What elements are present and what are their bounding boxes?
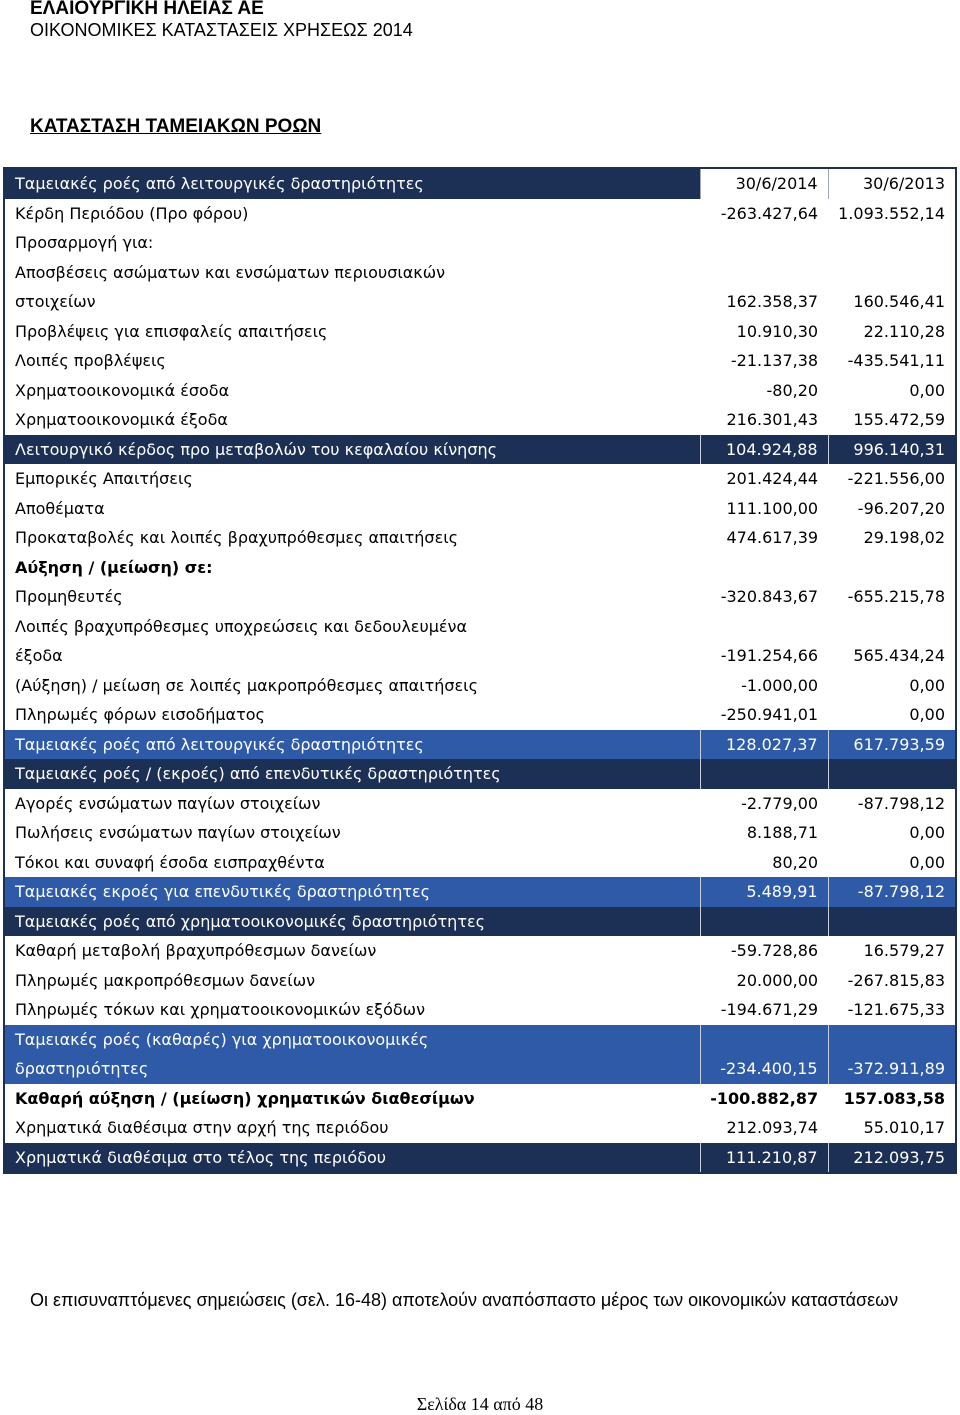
row-value-2013: 0,00 (909, 705, 945, 725)
row-value-2014: 128.027,37 (700, 730, 828, 760)
row-value-2013 (828, 258, 956, 288)
row-value-2013 (828, 907, 956, 937)
row-value-2014: 8.188,71 (746, 823, 819, 843)
table-row (4, 671, 956, 701)
row-label: Προκαταβολές και λοιπές βραχυπρόθεσμες απαιτήσεις (15, 528, 459, 548)
row-value-2014: 80,20 (772, 852, 819, 872)
row-value-2013: 1.093.552,14 (838, 203, 945, 223)
document-subtitle: ΟΙΚΟΝΟΜΙΚΕΣ ΚΑΤΑΣΤΑΣΕΙΣ ΧΡΗΣΕΩΣ 2014 (30, 20, 413, 40)
row-label: (Αύξηση) / μείωση σε λοιπές μακροπρόθεσμες απαιτήσεις (15, 675, 478, 695)
section-header-investing (4, 759, 956, 789)
table-row (4, 317, 956, 347)
table-row (4, 641, 956, 671)
total-row-operating-cash-flow (4, 730, 956, 760)
table-row (4, 789, 956, 819)
row-value-2014: 104.924,88 (700, 435, 828, 465)
row-value-2013: 157.083,58 (843, 1088, 945, 1108)
cash-flow-table (3, 167, 957, 1174)
header-col-2014: 30/6/2014 (700, 168, 828, 199)
row-label: Πληρωμές τόκων και χρηματοοικονομικών εξόδων (15, 1000, 426, 1020)
row-value-2014: -320.843,67 (720, 587, 819, 607)
table-header-row (4, 168, 956, 199)
row-label: Πωλήσεις ενσώματων παγίων στοιχείων (15, 823, 341, 843)
row-value-2014 (700, 759, 828, 789)
row-value-2014: 201.424,44 (726, 469, 819, 489)
table-row (4, 405, 956, 435)
row-value-2013: 0,00 (909, 823, 945, 843)
row-label: Προβλέψεις για επισφαλείς απαιτήσεις (15, 321, 328, 341)
table-row (4, 848, 956, 878)
row-value-2013: 55.010,17 (863, 1118, 945, 1138)
row-value-2014 (700, 228, 828, 258)
row-value-2013: -121.675,33 (847, 1000, 945, 1020)
row-label: Καθαρή αύξηση / (μείωση) χρηματικών διαθεσίμων (15, 1088, 475, 1108)
row-value-2013: -267.815,83 (847, 970, 945, 990)
subtotal-row-operating-profit (4, 435, 956, 465)
table-row (4, 199, 956, 229)
row-value-2014 (700, 553, 828, 583)
table-row (4, 523, 956, 553)
row-value-2014: -100.882,87 (710, 1088, 819, 1108)
table-row (4, 1113, 956, 1143)
table-row (4, 582, 956, 612)
table-row (4, 700, 956, 730)
row-value-2013: 155.472,59 (853, 410, 945, 430)
row-value-2013: 0,00 (909, 380, 945, 400)
row-value-2014 (700, 258, 828, 288)
table-row (4, 258, 956, 288)
table-row (4, 228, 956, 258)
total-row-financing-cash-flow (4, 1054, 956, 1084)
row-label: Ταμειακές εκροές για επενδυτικές δραστηριότητες (4, 877, 700, 907)
row-value-2014: 20.000,00 (736, 970, 819, 990)
row-label: Προμηθευτές (15, 587, 123, 607)
row-label: Λοιπές προβλέψεις (15, 351, 166, 371)
row-value-2014: -263.427,64 (720, 203, 819, 223)
total-row-financing-label (4, 1025, 956, 1055)
row-value-2014: 111.100,00 (726, 498, 819, 518)
row-label: Λειτουργικό κέρδος προ μεταβολών του κεφαλαίου κίνησης (4, 435, 700, 465)
table-row (4, 553, 956, 583)
row-value-2013: -87.798,12 (857, 793, 945, 813)
row-value-2014 (700, 1025, 828, 1055)
closing-cash-row (4, 1143, 956, 1174)
table-row (4, 376, 956, 406)
row-value-2014: 474.617,39 (726, 528, 819, 548)
row-label: Καθαρή μεταβολή βραχυπρόθεσμων δανείων (15, 941, 377, 961)
row-label: Αύξηση / (μείωση) σε: (15, 557, 213, 577)
table-row (4, 966, 956, 996)
row-value-2013 (828, 228, 956, 258)
notes-disclaimer: Οι επισυναπτόμενες σημειώσεις (σελ. 16-48) αποτελούν αναπόσπαστο μέρος των οικονομικών καταστάσεων (30, 1290, 899, 1310)
row-value-2013: -372.911,89 (828, 1054, 956, 1084)
table-row (4, 464, 956, 494)
row-label: Ταμειακές ροές / (εκροές) από επενδυτικές δραστηριότητες (4, 759, 700, 789)
row-label: Χρηματοοικονομικά έξοδα (15, 410, 228, 430)
row-label: Ταμειακές ροές (καθαρές) για χρηματοοικονομικές (4, 1025, 700, 1055)
row-label: Προσαρμογή για: (15, 233, 154, 253)
row-value-2013: -221.556,00 (847, 469, 945, 489)
row-value-2014: -194.671,29 (720, 1000, 819, 1020)
row-value-2014: -21.137,38 (730, 351, 819, 371)
table-row (4, 936, 956, 966)
row-value-2013 (828, 1025, 956, 1055)
row-value-2014: 162.358,37 (726, 292, 819, 312)
row-value-2014: 5.489,91 (700, 877, 828, 907)
row-label: έξοδα (15, 646, 63, 666)
section-header-financing (4, 907, 956, 937)
row-label: Χρηματικά διαθέσιμα στο τέλος της περιόδου (4, 1143, 700, 1174)
row-value-2014: -2.779,00 (741, 793, 819, 813)
row-value-2013: -96.207,20 (857, 498, 945, 518)
row-label: Ταμειακές ροές από χρηματοοικονομικές δραστηριότητες (4, 907, 700, 937)
row-value-2013: 22.110,28 (863, 321, 945, 341)
row-value-2014: -250.941,01 (720, 705, 819, 725)
row-value-2013: -435.541,11 (847, 351, 945, 371)
row-label: στοιχείων (15, 292, 96, 312)
row-value-2014: 212.093,74 (726, 1118, 819, 1138)
row-value-2014: 111.210,87 (700, 1143, 828, 1174)
row-value-2014: 10.910,30 (736, 321, 819, 341)
row-value-2014: -59.728,86 (730, 941, 819, 961)
company-name: ΕΛΑΙΟΥΡΓΙΚΗ ΗΛΕΙΑΣ ΑΕ (30, 0, 264, 19)
row-label: Αγορές ενσώματων παγίων στοιχείων (15, 793, 321, 813)
section-title: ΚΑΤΑΣΤΑΣΗ ΤΑΜΕΙΑΚΩΝ ΡΟΩΝ (30, 116, 322, 137)
row-value-2013: 996.140,31 (828, 435, 956, 465)
row-value-2014: 216.301,43 (726, 410, 819, 430)
row-value-2013: 0,00 (909, 675, 945, 695)
row-label: Τόκοι και συναφή έσοδα εισπραχθέντα (15, 852, 325, 872)
row-label: Κέρδη Περιόδου (Προ φόρου) (15, 203, 249, 223)
table-row (4, 494, 956, 524)
header-col-2013: 30/6/2013 (828, 168, 956, 199)
row-value-2013: 212.093,75 (828, 1143, 956, 1174)
row-value-2013 (828, 612, 956, 642)
page-number: Σελίδα 14 από 48 (416, 1394, 544, 1414)
total-row-investing-cash-flow (4, 877, 956, 907)
table-row (4, 346, 956, 376)
table-row (4, 612, 956, 642)
table-row (4, 287, 956, 317)
row-value-2013: -87.798,12 (828, 877, 956, 907)
row-value-2014: -1.000,00 (741, 675, 819, 695)
row-label: Ταμειακές ροές από λειτουργικές δραστηριότητες (4, 730, 700, 760)
row-label: Εμπορικές Απαιτήσεις (15, 469, 193, 489)
row-label: Πληρωμές φόρων εισοδήματος (15, 705, 265, 725)
net-change-row (4, 1084, 956, 1114)
row-value-2013: 0,00 (909, 852, 945, 872)
row-label: Πληρωμές μακροπρόθεσμων δανείων (15, 970, 316, 990)
row-value-2014 (700, 612, 828, 642)
row-value-2013 (828, 553, 956, 583)
row-label: Λοιπές βραχυπρόθεσμες υποχρεώσεις και δεδουλευμένα (15, 616, 468, 636)
row-value-2013: -655.215,78 (847, 587, 945, 607)
header-label: Ταμειακές ροές από λειτουργικές δραστηριότητες (4, 168, 700, 199)
row-value-2013: 29.198,02 (863, 528, 945, 548)
row-value-2013: 617.793,59 (828, 730, 956, 760)
table-row (4, 995, 956, 1025)
row-value-2014: -234.400,15 (700, 1054, 828, 1084)
row-value-2014 (700, 907, 828, 937)
row-label: Αποσβέσεις ασώματων και ενσώματων περιουσιακών (15, 262, 446, 282)
row-label: Αποθέματα (15, 498, 105, 518)
row-value-2013: 565.434,24 (853, 646, 945, 666)
row-value-2013: 16.579,27 (863, 941, 945, 961)
row-label: Χρηματοοικονομικά έσοδα (15, 380, 230, 400)
row-value-2013: 160.546,41 (853, 292, 945, 312)
row-label: Χρηματικά διαθέσιμα στην αρχή της περιόδου (15, 1118, 389, 1138)
row-value-2014: -80,20 (766, 380, 819, 400)
row-value-2014: -191.254,66 (720, 646, 819, 666)
table-row (4, 818, 956, 848)
row-value-2013 (828, 759, 956, 789)
row-label: δραστηριότητες (4, 1054, 700, 1084)
